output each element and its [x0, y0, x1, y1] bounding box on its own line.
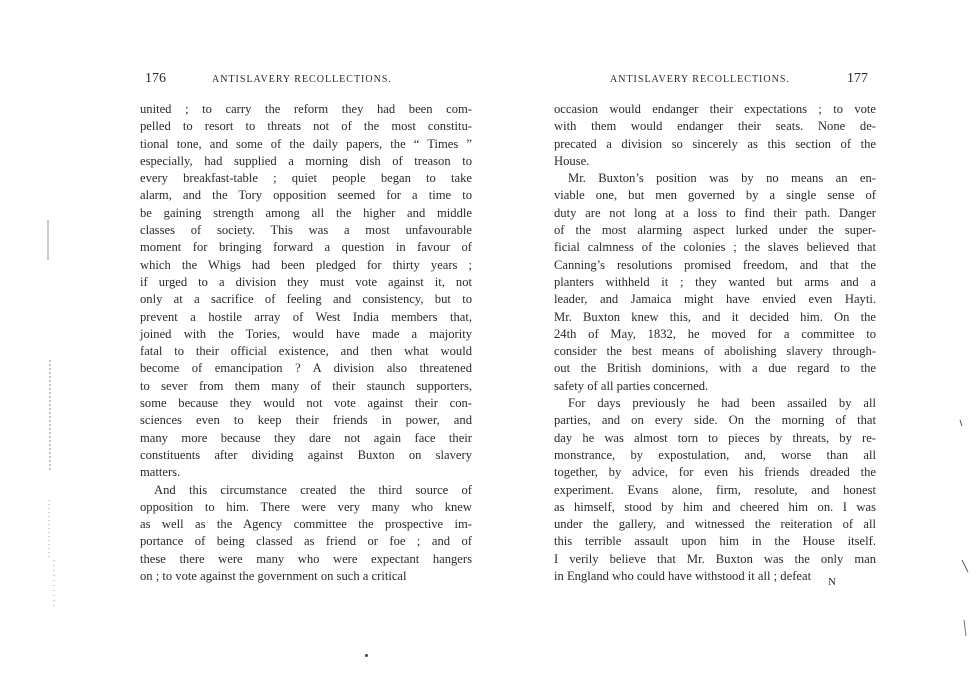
text-line: alarm, and the Tory opposition seemed for a time to [140, 188, 472, 203]
text-line: pelled to resort to threats not of the most constitu- [140, 119, 472, 134]
text-line: this terrible assault upon him in the House itself. [554, 534, 876, 549]
text-line: House. [554, 153, 590, 168]
signature-mark: N [828, 576, 836, 588]
text-line: be gaining strength among all the higher and middle [140, 205, 472, 220]
text-line: under the gallery, and witnessed the reiteration of all [554, 517, 876, 532]
text-line: in England who could have withstood it all ; defeat [554, 569, 812, 584]
text-line: parties, and on every side. On the morning of that [554, 413, 876, 428]
text-line: matters. [140, 465, 181, 480]
text-line: if urged to a division they must vote against it, not [140, 274, 472, 289]
text-line: together, by advice, for even his friends dreaded the [554, 465, 876, 480]
left-page-number: 176 [145, 71, 166, 86]
text-line: which the Whigs had been pledged for thirty years ; [140, 257, 472, 272]
text-line: day he was almost torn to pieces by threats, by re- [554, 430, 876, 445]
text-line: of the most alarming aspect lurked under the super- [554, 223, 876, 238]
text-line: duty are not long at a loss to find their path. Danger [554, 205, 876, 220]
text-line: united ; to carry the reform they had been com- [140, 102, 472, 116]
text-line: portance of being classed as friend or foe ; and of [140, 534, 472, 549]
text-line: sciences even to keep their friends in power, and [140, 413, 472, 428]
text-line: planters withheld it ; they wanted but arms and a [554, 274, 876, 289]
text-line: And this circumstance created the third source of [154, 482, 472, 497]
text-line: become of emancipation ? A division also threatened [140, 361, 472, 376]
left-running-title: ANTISLAVERY RECOLLECTIONS. [212, 74, 392, 85]
text-line: constituents after dividing against Buxton on slavery [140, 447, 472, 462]
text-line: classes of society. This was a most unfavourable [140, 223, 472, 238]
text-line: joined with the Tories, would have made a majority [140, 326, 472, 341]
text-line: precated a division so sincerely as this section of the [554, 136, 876, 151]
text-line: out the British dominions, with a due regard to the [554, 361, 876, 376]
text-line: opposition to him. There were very many who knew [140, 499, 472, 514]
right-page-number: 177 [847, 71, 868, 86]
text-line: For days previously he had been assailed by all [568, 396, 876, 411]
right-running-title: ANTISLAVERY RECOLLECTIONS. [610, 74, 790, 85]
text-line: only at a sacrifice of feeling and consistency, but to [140, 292, 472, 307]
text-line: to sever from them many of their staunch supporters, [140, 378, 472, 393]
text-line: every breakfast-table ; quiet people began to take [140, 171, 472, 186]
text-line: as himself, stood by him and cheered him on. I was [554, 499, 876, 514]
text-line: ficial calmness of the colonies ; the slaves believed that [554, 240, 876, 255]
text-line: fatal to their official existence, and then what would [140, 344, 472, 359]
left-body-text [140, 101, 472, 585]
text-line: with them would endanger their seats. None de- [554, 119, 876, 134]
text-line: Mr. Buxton knew this, and it decided him. On the [554, 309, 876, 324]
text-line: I verily believe that Mr. Buxton was the only man [554, 551, 876, 566]
text-line: on ; to vote against the government on such a critical [140, 569, 407, 584]
text-line: Mr. Buxton’s position was by no means an en- [568, 171, 876, 186]
right-edge-scan-marks [956, 400, 972, 640]
text-line: safety of all parties concerned. [554, 378, 709, 393]
text-line: consider the best means of abolishing slavery through- [554, 344, 876, 359]
text-line: experiment. Evans alone, firm, resolute, and honest [554, 482, 876, 497]
text-line: viable one, but men governed by a single sense of [554, 188, 876, 203]
gutter-speck [365, 654, 368, 657]
text-line: leader, and Jamaica might have envied even Hayti. [554, 292, 876, 307]
text-line: tional tone, and some of the daily papers, the “ Times ” [140, 136, 472, 151]
text-line: occasion would endanger their expectations ; to vote [554, 102, 876, 116]
text-line: monstrance, by expostulation, and, worse than all [554, 447, 876, 462]
text-line: moment for bringing forward a question in favour of [140, 240, 472, 255]
left-edge-scan-marks [44, 140, 58, 660]
text-line: many more because they dare not again face their [140, 430, 472, 445]
text-line: as well as the Agency committee the prospective im- [140, 517, 472, 532]
left-running-head [140, 71, 472, 92]
right-running-head [554, 71, 876, 92]
text-line: these there were many who were expectant hangers [140, 551, 472, 566]
text-line: Canning’s resolutions promised freedom, and that the [554, 257, 876, 272]
text-line: 24th of May, 1832, he moved for a committee to [554, 326, 876, 341]
text-line: especially, had supplied a morning dish of treason to [140, 153, 472, 168]
text-line: prevent a hostile array of West India members that, [140, 309, 472, 324]
right-body-text [554, 101, 876, 585]
text-line: some because they would not vote against their con- [140, 396, 472, 411]
